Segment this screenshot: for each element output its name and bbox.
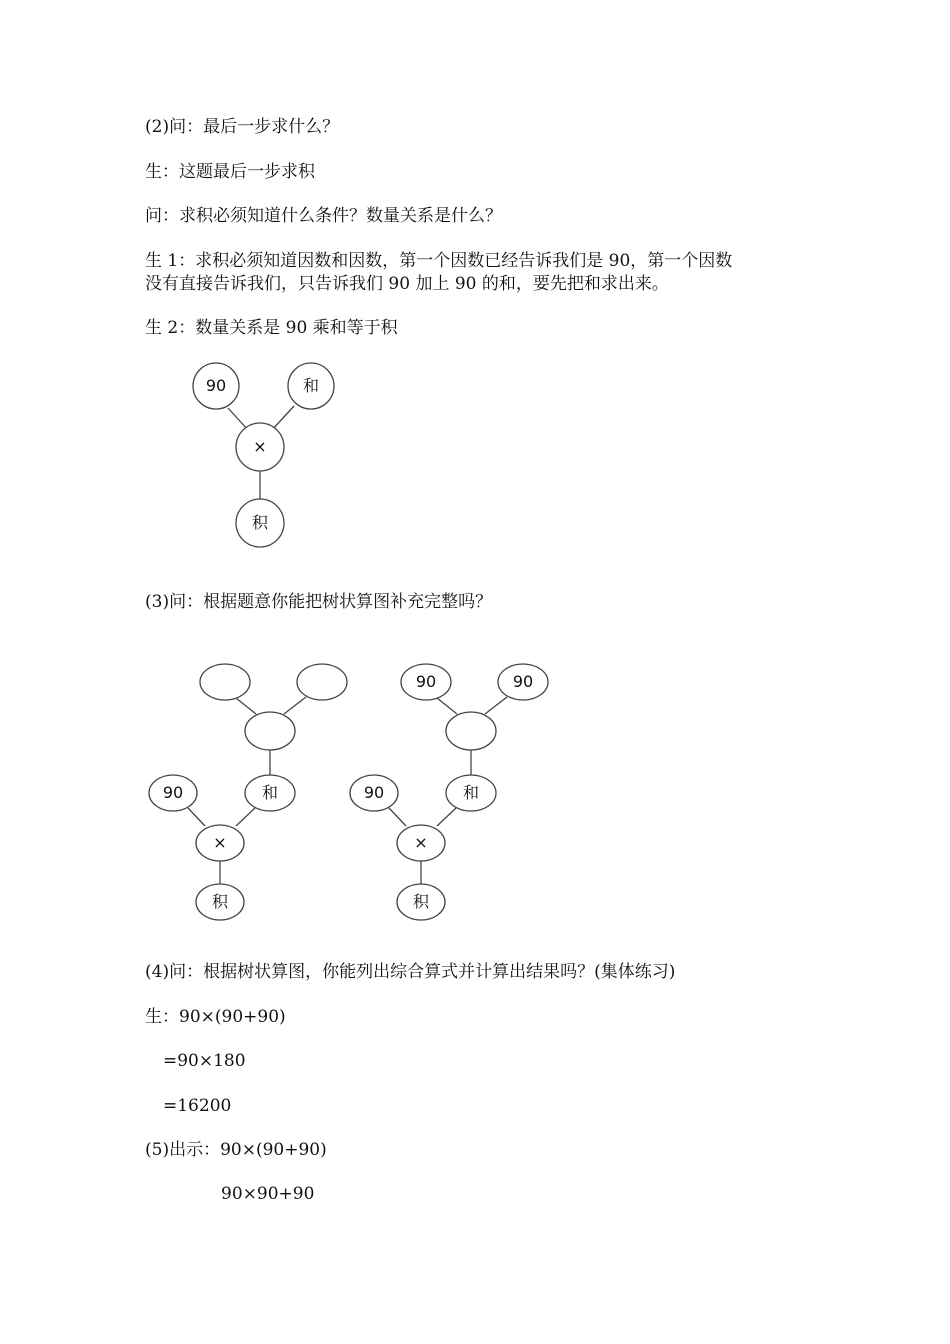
question-5: (5)出示：90×(90+90) — [145, 1140, 327, 1160]
tree2-node-top-left — [200, 664, 250, 700]
question-2b: 问：求积必须知道什么条件？数量关系是什么？ — [145, 206, 502, 226]
tree2-label-product: 积 — [211, 892, 229, 911]
tree3-label-product: 积 — [412, 892, 430, 911]
tree3-label-sum: 和 — [462, 783, 480, 802]
tree2-label-90: 90 — [162, 783, 184, 802]
tree2-label-sum: 和 — [261, 783, 279, 802]
answer-4-line2: =90×180 — [163, 1051, 246, 1071]
tree2-node-top-right — [297, 664, 347, 700]
tree-diagram-2 — [149, 664, 347, 920]
tree2-label-multiply: × — [213, 833, 227, 852]
student1-line2: 没有直接告诉我们，只告诉我们 90 加上 90 的和，要先把和求出来。 — [145, 274, 669, 294]
question-5-expr2: 90×90+90 — [221, 1184, 315, 1204]
answer-2: 生：这题最后一步求积 — [145, 162, 315, 182]
tree3-label-top-left: 90 — [415, 672, 437, 691]
tree1-label-product: 积 — [251, 513, 269, 532]
question-4: (4)问：根据树状算图，你能列出综合算式并计算出结果吗？(集体练习) — [145, 962, 676, 982]
student2-line: 生 2：数量关系是 90 乘和等于积 — [145, 318, 398, 338]
tree-diagram-3 — [350, 664, 548, 920]
question-3: (3)问：根据题意你能把树状算图补充完整吗？ — [145, 592, 493, 612]
tree1-label-90: 90 — [205, 376, 227, 395]
question-2: (2)问：最后一步求什么？ — [145, 117, 340, 137]
student1-line1: 生 1：求积必须知道因数和因数，第一个因数已经告诉我们是 90，第一个因数 — [145, 251, 733, 271]
answer-4-line3: =16200 — [163, 1096, 232, 1116]
tree1-label-multiply: × — [253, 437, 267, 456]
tree3-node-mid — [446, 712, 496, 750]
answer-4-line1: 生：90×(90+90) — [145, 1007, 286, 1027]
tree3-label-multiply: × — [414, 833, 428, 852]
tree-diagram-1 — [193, 363, 334, 547]
tree3-label-90: 90 — [363, 783, 385, 802]
tree3-label-top-right: 90 — [512, 672, 534, 691]
tree1-label-sum: 和 — [302, 376, 320, 395]
tree2-node-mid — [245, 712, 295, 750]
